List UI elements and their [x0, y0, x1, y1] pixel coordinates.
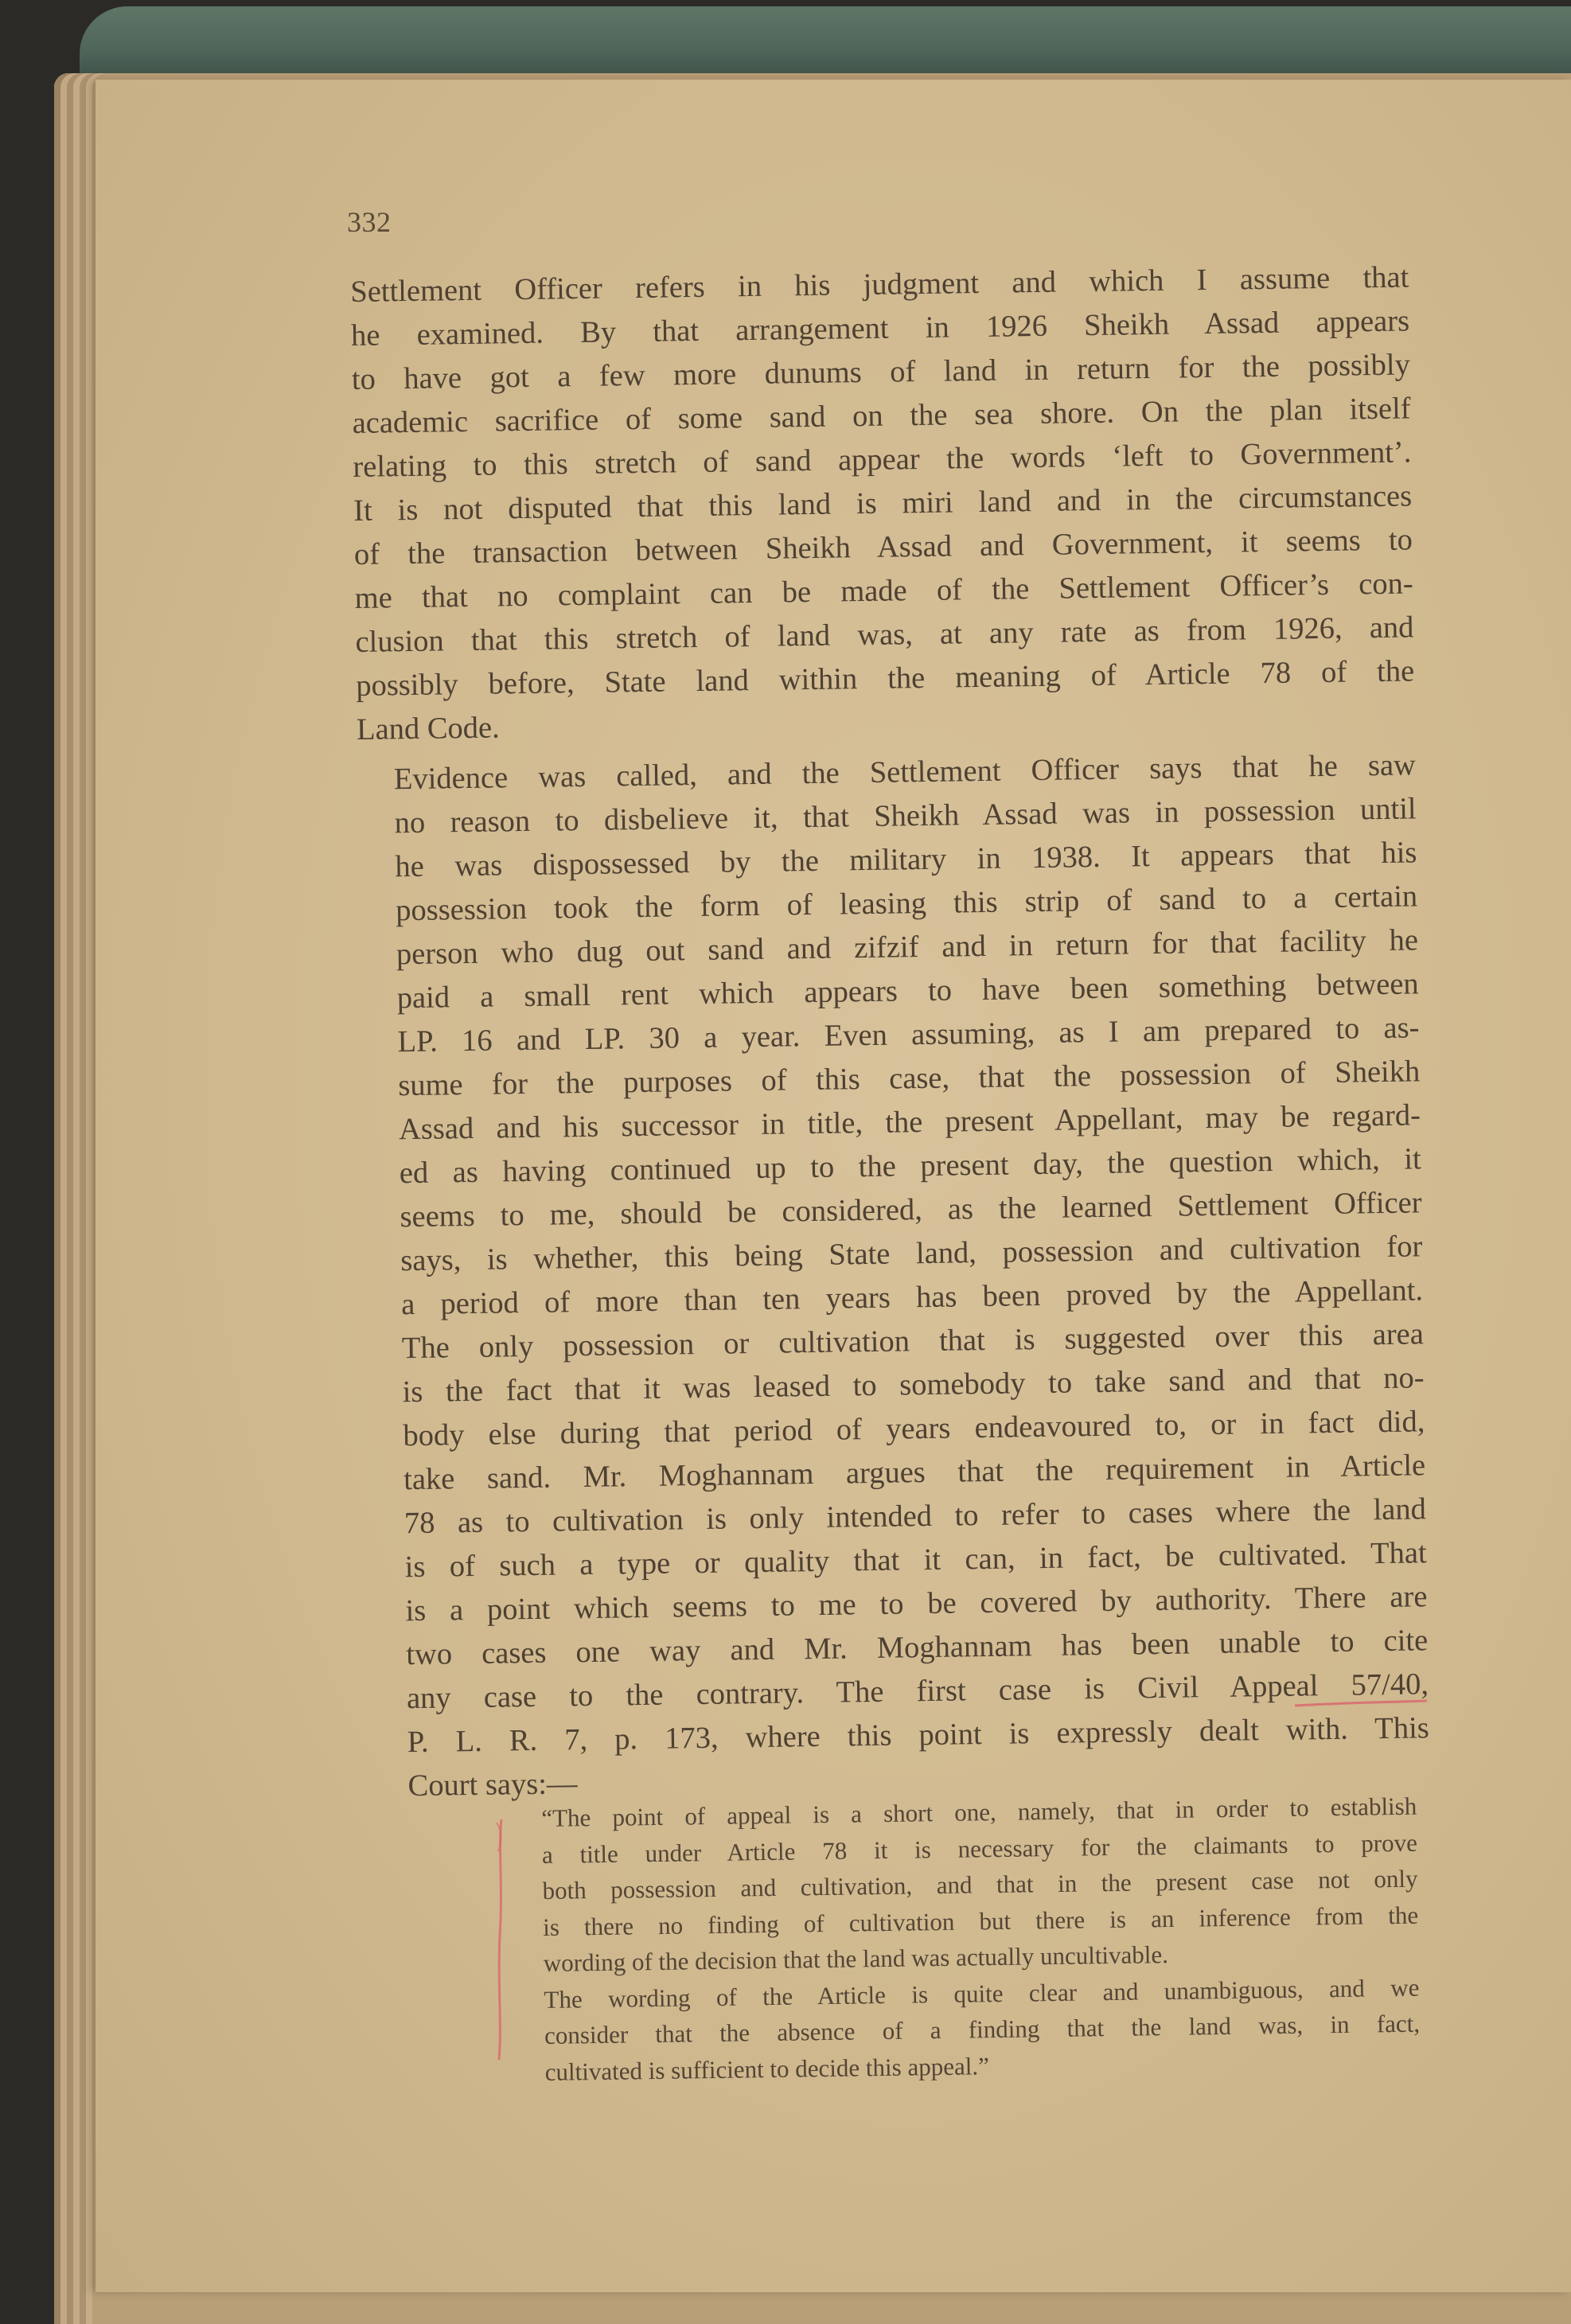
red-pencil-margin-mark — [492, 1816, 508, 2063]
quote-line: is there no finding of cultivation but there is an inference from the — [542, 1901, 1419, 1941]
text-line: a period of more than ten years has been proved by the Appellant. — [400, 1273, 1424, 1322]
text-line: Court says:— — [407, 1767, 578, 1803]
quote-line: wording of the decision that the land was actually uncultivable. — [543, 1940, 1169, 1977]
body-text — [350, 255, 1430, 1813]
book-cover-edge — [80, 6, 1571, 78]
text-line: no reason to disbelieve it, that Sheikh Assad was in possession until — [394, 792, 1417, 840]
text-line: The only possession or cultivation that is suggested over this area — [401, 1317, 1425, 1366]
text-line: academic sacrifice of some sand on the sea shore. On the plan itself — [352, 392, 1411, 440]
quote-line: The wording of the Article is quite clear and unambiguous, and we — [544, 1973, 1420, 2014]
text-line: body else during that period of years endeavoured to, or in fact did, — [403, 1405, 1425, 1453]
text-line: relating to this stretch of sand appear the words ‘left to Government’. — [353, 435, 1412, 484]
quote-line: a title under Article 78 it is necessary for the claimants to prove — [541, 1828, 1418, 1869]
text-line: P. L. R. 7, p. 173, where this point is expressly dealt with. This — [407, 1711, 1429, 1760]
text-line: LP. 16 and LP. 30 a year. Even assuming, as I am prepared to as- — [397, 1011, 1420, 1059]
text-line: 78 as to cultivation is only intended to refer to cases where the land — [403, 1492, 1427, 1541]
paragraph-1 — [350, 255, 1415, 752]
text-line: seems to me, should be considered, as the learned Settlement Officer — [400, 1186, 1422, 1234]
text-line: is of such a type or quality that it can, in fact, be cultivated. That — [404, 1536, 1427, 1585]
text-line: to have got a few more dunums of land in return for the possibly — [351, 348, 1411, 396]
text-line: me that no complaint can be made of the Settlement Officer’s con- — [354, 567, 1413, 615]
text-line: ed as having continued up to the present day, the question which, it — [399, 1142, 1422, 1191]
text-line: It is not disputed that this land is miri land and in the circumstances — [353, 479, 1413, 528]
quote-line: consider that the absence of a finding that the land was, in fact, — [544, 2009, 1421, 2049]
quote-line: both possession and cultivation, and that in the present case not only — [542, 1864, 1418, 1905]
text-line: of the transaction between Sheikh Assad and Government, it seems to — [353, 523, 1413, 571]
text-line: paid a small rent which appears to have been something between — [396, 967, 1419, 1016]
text-line: take sand. Mr. Moghannam argues that the requirement in Article — [403, 1449, 1426, 1497]
quote-line: “The point of appeal is a short one, namely, that in order to establish — [541, 1792, 1417, 1832]
red-pencil-underline — [1293, 1698, 1429, 1710]
block-quote — [541, 1788, 1421, 2090]
text-line: possession took the form of leasing this strip of sand to a certain — [395, 879, 1418, 928]
paragraph-2 — [357, 743, 1430, 1808]
text-line: Assad and his successor in title, the present Appellant, may be regard- — [398, 1098, 1421, 1147]
text-line: any case to the contrary. The first case is Civil Appeal 57/40, — [406, 1667, 1429, 1716]
text-line: clusion that this stretch of land was, at any rate as from 1926, and — [355, 610, 1414, 659]
text-line: Land Code. — [356, 711, 500, 747]
text-line: possibly before, State land within the meaning of Article 78 of the — [355, 654, 1415, 703]
text-line: sume for the purposes of this case, that the possession of Sheikh — [398, 1055, 1421, 1103]
quote-line: cultivated is sufficient to decide this appeal.” — [544, 2051, 990, 2086]
text-line: he examined. By that arrangement in 1926 Sheikh Assad appears — [350, 304, 1410, 353]
text-line: says, is whether, this being State land, possession and cultivation for — [400, 1230, 1423, 1278]
text-line: Settlement Officer refers in his judgment and which I assume that — [350, 260, 1409, 309]
text-line: Evidence was called, and the Settlement Officer says that he saw — [393, 748, 1417, 797]
text-line: person who dug out sand and zifzif and in return for that facility he — [396, 923, 1419, 972]
text-line: two cases one way and Mr. Moghannam has been unable to cite — [405, 1624, 1429, 1672]
page-number: 332 — [347, 206, 392, 238]
text-line: is a point which seems to me to be covered by authority. There are — [405, 1580, 1428, 1628]
text-line: he was dispossessed by the military in 1938. It appears that his — [395, 836, 1417, 884]
text-line: is the fact that it was leased to somebody to take sand and that no- — [402, 1361, 1425, 1410]
